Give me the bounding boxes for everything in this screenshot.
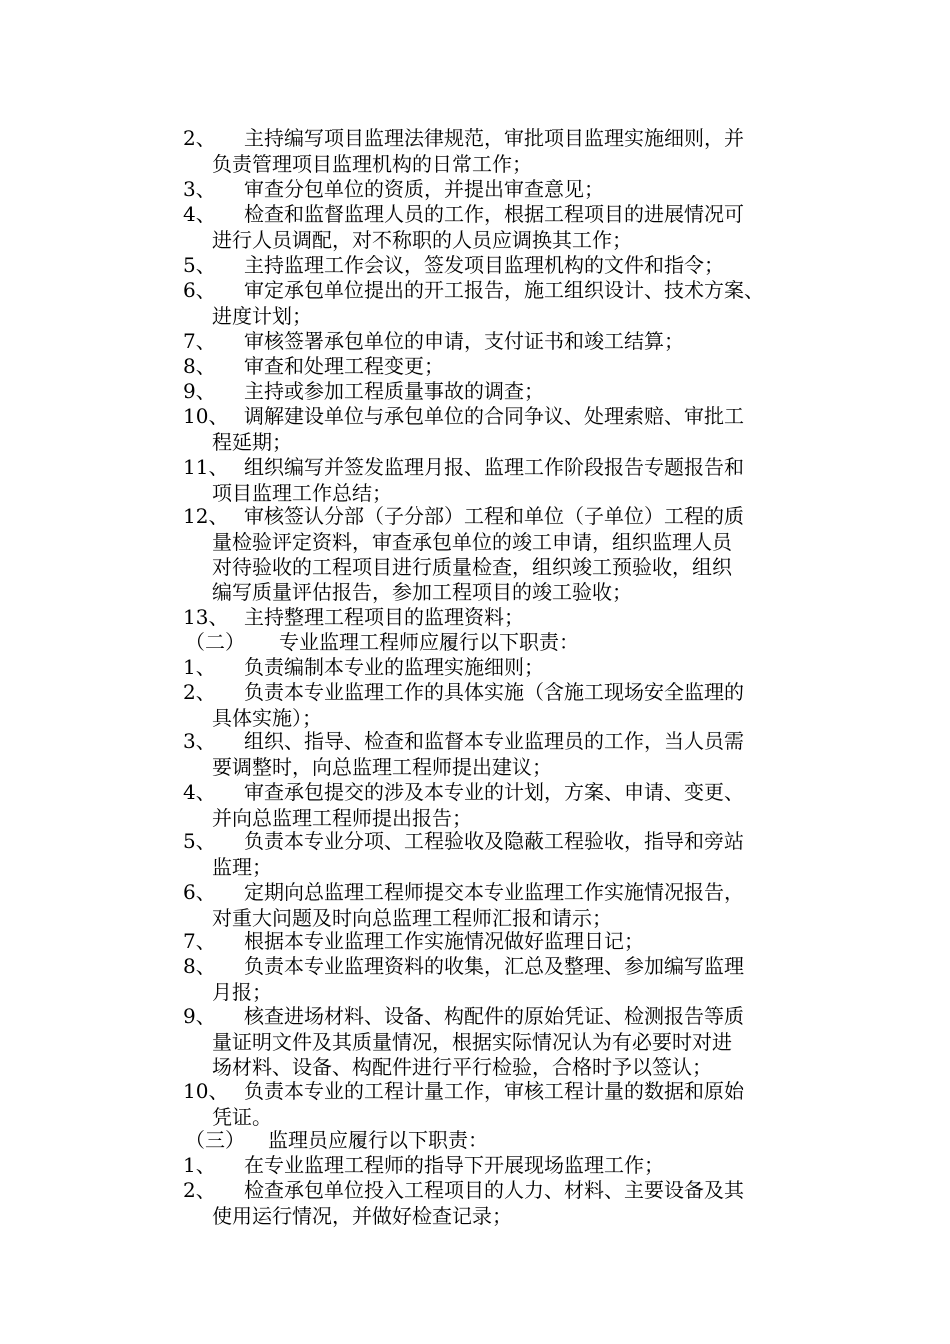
item-number: 2、 (183, 680, 216, 704)
item-number: 6、 (183, 278, 216, 302)
item-text: 对待验收的工程项目进行质量检查，组织竣工预验收，组织 (212, 555, 732, 579)
item-text: 具体实施）； (212, 706, 322, 730)
item-text: 量检验评定资料，审查承包单位的竣工申请，组织监理人员 (212, 530, 732, 554)
item-text: 定期向总监理工程师提交本专业监理工作实施情况报告， (244, 880, 744, 904)
item-text: 对重大问题及时向总监理工程师汇报和请示； (212, 906, 612, 930)
item-number: 5、 (183, 253, 216, 277)
item-text: 凭证。 (212, 1105, 272, 1129)
item-text: 审核签认分部（子分部）工程和单位（子单位）工程的质 (244, 504, 744, 528)
item-number: 3、 (183, 729, 216, 753)
item-text: 负责本专业监理工作的具体实施（含施工现场安全监理的 (244, 680, 744, 704)
section-title: 监理员应履行以下职责： (268, 1128, 488, 1152)
item-number: 8、 (183, 354, 216, 378)
item-number: 9、 (183, 1004, 216, 1028)
item-text: 负责管理项目监理机构的日常工作； (212, 152, 532, 176)
item-number: 10、 (183, 404, 229, 428)
item-number: 3、 (183, 177, 216, 201)
item-text: 根据本专业监理工作实施情况做好监理日记； (244, 929, 644, 953)
item-text: 程延期； (212, 430, 292, 454)
item-number: 2、 (183, 1178, 216, 1202)
item-text: 主持或参加工程质量事故的调查； (244, 379, 544, 403)
item-text: 进行人员调配，对不称职的人员应调换其工作； (212, 228, 632, 252)
section-marker: （二） (185, 630, 245, 654)
item-text: 使用运行情况，并做好检查记录； (212, 1204, 512, 1228)
item-text: 负责编制本专业的监理实施细则； (244, 655, 544, 679)
item-number: 6、 (183, 880, 216, 904)
item-text: 场材料、设备、构配件进行平行检验，合格时予以签认； (212, 1055, 712, 1079)
item-number: 11、 (183, 455, 229, 479)
item-text: 并向总监理工程师提出报告； (212, 806, 472, 830)
item-text: 组织编写并签发监理月报、监理工作阶段报告专题报告和 (244, 455, 744, 479)
section-title: 专业监理工程师应履行以下职责： (279, 630, 579, 654)
item-text: 编写质量评估报告，参加工程项目的竣工验收； (212, 580, 632, 604)
item-text: 量证明文件及其质量情况，根据实际情况认为有必要时对进 (212, 1030, 732, 1054)
item-text: 负责本专业监理资料的收集，汇总及整理、参加编写监理 (244, 954, 744, 978)
item-number: 10、 (183, 1079, 229, 1103)
item-text: 主持整理工程项目的监理资料； (244, 605, 524, 629)
item-text: 检查和监督监理人员的工作，根据工程项目的进展情况可 (244, 202, 744, 226)
item-text: 审定承包单位提出的开工报告，施工组织设计、技术方案、 (244, 278, 764, 302)
item-number: 2、 (183, 126, 216, 150)
item-number: 1、 (183, 1153, 216, 1177)
item-number: 7、 (183, 329, 216, 353)
item-text: 组织、指导、检查和监督本专业监理员的工作，当人员需 (244, 729, 744, 753)
item-number: 12、 (183, 504, 229, 528)
item-number: 13、 (183, 605, 229, 629)
item-text: 核查进场材料、设备、构配件的原始凭证、检测报告等质 (244, 1004, 744, 1028)
section-marker: （三） (185, 1128, 245, 1152)
item-text: 项目监理工作总结； (212, 481, 392, 505)
item-text: 审查承包提交的涉及本专业的计划，方案、申请、变更、 (244, 780, 744, 804)
item-text: 调解建设单位与承包单位的合同争议、处理索赔、审批工 (244, 404, 744, 428)
item-number: 4、 (183, 780, 216, 804)
item-text: 监理； (212, 855, 272, 879)
item-text: 检查承包单位投入工程项目的人力、材料、主要设备及其 (244, 1178, 744, 1202)
item-text: 要调整时，向总监理工程师提出建议； (212, 755, 552, 779)
item-text: 负责本专业分项、工程验收及隐蔽工程验收，指导和旁站 (244, 829, 744, 853)
item-number: 9、 (183, 379, 216, 403)
item-text: 审核签署承包单位的申请，支付证书和竣工结算； (244, 329, 684, 353)
item-text: 主持编写项目监理法律规范，审批项目监理实施细则，并 (244, 126, 744, 150)
item-text: 负责本专业的工程计量工作，审核工程计量的数据和原始 (244, 1079, 744, 1103)
item-text: 月报； (212, 980, 272, 1004)
item-text: 审查分包单位的资质，并提出审查意见； (244, 177, 604, 201)
item-number: 1、 (183, 655, 216, 679)
item-number: 5、 (183, 829, 216, 853)
item-number: 4、 (183, 202, 216, 226)
item-text: 在专业监理工程师的指导下开展现场监理工作； (244, 1153, 664, 1177)
item-text: 进度计划； (212, 304, 312, 328)
item-number: 8、 (183, 954, 216, 978)
item-text: 主持监理工作会议，签发项目监理机构的文件和指令； (244, 253, 724, 277)
item-text: 审查和处理工程变更； (244, 354, 444, 378)
item-number: 7、 (183, 929, 216, 953)
